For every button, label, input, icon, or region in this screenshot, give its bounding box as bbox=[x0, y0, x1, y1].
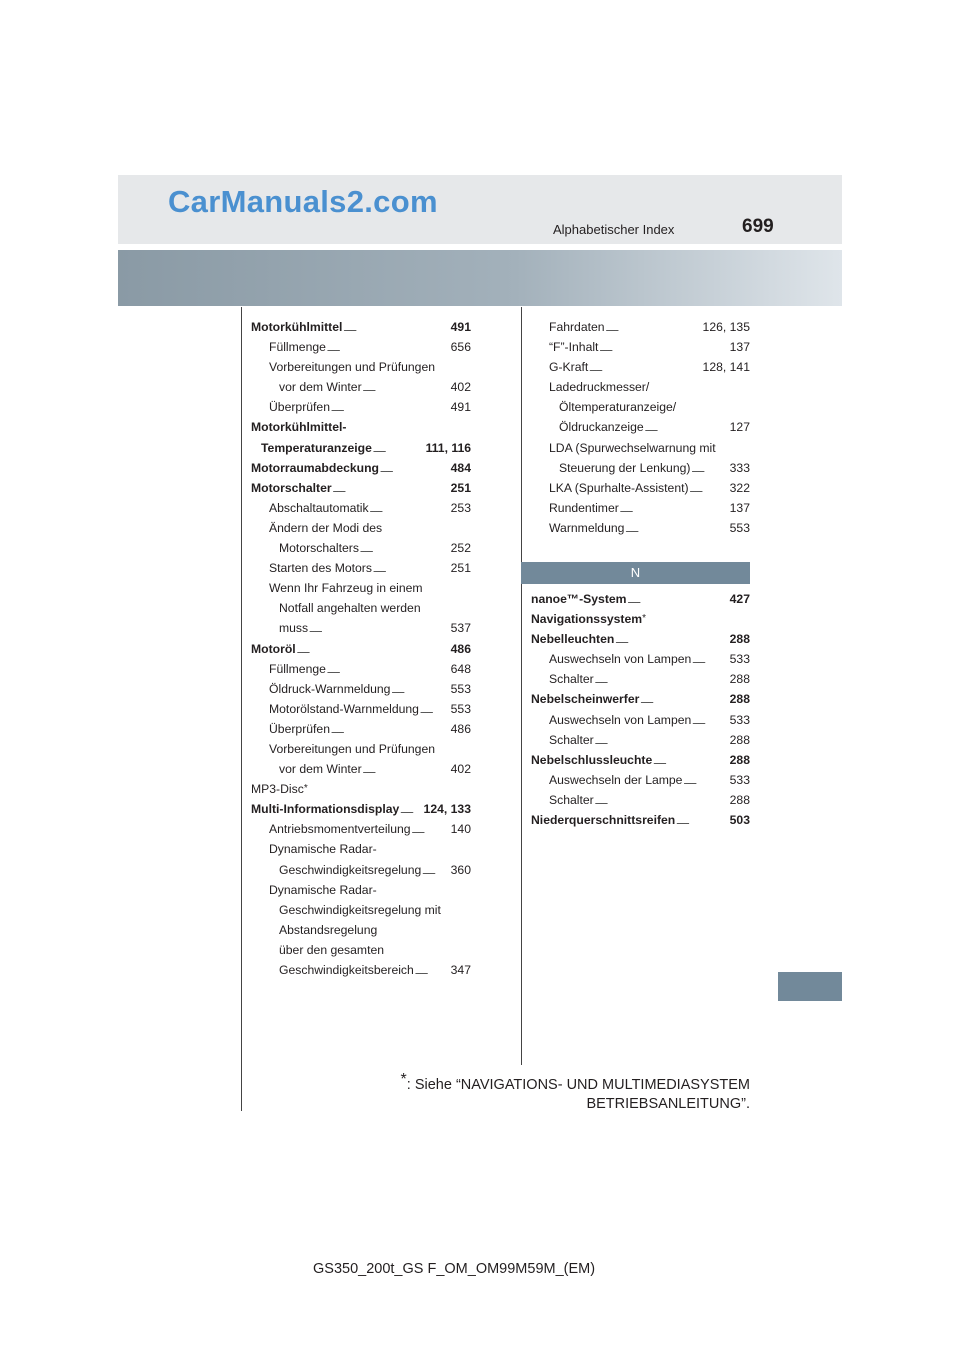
index-entry-term: vor dem Winter bbox=[279, 380, 362, 395]
index-entry bbox=[251, 578, 471, 598]
index-entry-term: Schalter bbox=[549, 732, 594, 747]
index-entry-page: 537 bbox=[450, 621, 471, 636]
index-entry-page: 322 bbox=[729, 480, 750, 495]
index-column-left bbox=[251, 317, 471, 980]
index-entry-page: 648 bbox=[450, 661, 471, 676]
index-entry-page: 288 bbox=[729, 792, 750, 807]
index-entry-term: Öltemperaturanzeige/ bbox=[559, 400, 677, 415]
index-entry-page: 333 bbox=[729, 460, 750, 475]
index-entry-page: 553 bbox=[729, 520, 750, 535]
document-code: GS350_200t_GS F_OM_OM99M59M_(EM) bbox=[313, 1261, 596, 1277]
index-entry-term: Auswechseln von Lampen bbox=[549, 652, 692, 667]
index-entry-term: Fahrdaten bbox=[549, 320, 605, 334]
index-entry bbox=[531, 589, 750, 609]
index-entry-term: Ändern der Modi des bbox=[269, 520, 383, 535]
index-entry-page: 533 bbox=[729, 652, 750, 667]
index-entry bbox=[251, 558, 471, 578]
index-entry-page: 553 bbox=[450, 681, 471, 696]
index-entry-page: 360 bbox=[450, 862, 471, 877]
index-entry-page: 533 bbox=[729, 712, 750, 727]
index-entry-term: Füllmenge bbox=[269, 661, 326, 676]
index-entry bbox=[531, 689, 750, 709]
section-title: Alphabetischer Index bbox=[553, 222, 675, 237]
index-entry-page: 533 bbox=[729, 772, 750, 787]
index-entry-term: Motorschalters bbox=[279, 541, 359, 556]
index-entry-term: LDA (Spurwechselwarnung mit bbox=[549, 440, 716, 455]
index-entry-page: 288 bbox=[729, 752, 750, 767]
footnote-star: * bbox=[400, 1071, 407, 1088]
header-gradient-band bbox=[118, 250, 842, 306]
leader-dots bbox=[327, 337, 450, 357]
index-entry bbox=[251, 679, 471, 699]
leader-dots bbox=[683, 770, 728, 790]
index-entry-term: Motorölstand-Warnmeldung bbox=[269, 701, 419, 716]
leader-dots bbox=[620, 498, 729, 518]
leader-dots bbox=[415, 960, 450, 980]
index-entry bbox=[531, 629, 750, 649]
index-entry-page: 402 bbox=[450, 762, 471, 777]
footnote-line-1: *: Siehe “NAVIGATIONS- UND MULTIMEDIASYSTEM bbox=[400, 1071, 750, 1093]
leader-dots bbox=[363, 759, 450, 779]
index-entry-term: Antriebsmomentverteilung bbox=[269, 822, 411, 837]
index-entry-term: Öldruckanzeige bbox=[559, 420, 644, 435]
index-entry-term: Schalter bbox=[549, 792, 594, 807]
footnote-line-2: BETRIEBSANLEITUNG”. bbox=[586, 1096, 750, 1112]
index-entry-page: 252 bbox=[450, 541, 471, 556]
index-entry bbox=[251, 478, 471, 498]
index-entry-page: 140 bbox=[450, 822, 471, 837]
leader-dots bbox=[360, 538, 450, 558]
index-entry bbox=[251, 839, 471, 859]
index-entry-page: 288 bbox=[729, 692, 750, 707]
index-entry bbox=[531, 710, 750, 730]
index-entry-page: 656 bbox=[450, 340, 471, 355]
leader-dots bbox=[331, 397, 450, 417]
index-entry-term: muss bbox=[279, 621, 309, 636]
leader-dots bbox=[391, 679, 449, 699]
index-entry-page: 128, 141 bbox=[702, 360, 750, 375]
index-entry-page: 347 bbox=[450, 963, 471, 977]
index-entry-page: 251 bbox=[450, 480, 471, 495]
leader-dots bbox=[692, 649, 728, 669]
index-entry-page: 127 bbox=[729, 420, 750, 435]
index-entry-term: Auswechseln der Lampe bbox=[549, 772, 683, 787]
middle-column-rule bbox=[521, 307, 522, 1065]
index-entry-term: vor dem Winter bbox=[279, 762, 362, 777]
index-entry-term: Vorbereitungen und Prüfungen bbox=[269, 360, 436, 375]
leader-dots bbox=[373, 558, 450, 578]
index-entry-term: Vorbereitungen und Prüfungen bbox=[269, 741, 436, 756]
index-entry-page: 253 bbox=[450, 500, 471, 515]
leader-dots bbox=[327, 659, 450, 679]
index-entry-page: 126, 135 bbox=[702, 320, 750, 334]
index-entry-page: 427 bbox=[729, 592, 750, 606]
leader-dots bbox=[589, 357, 701, 377]
leader-dots bbox=[297, 639, 450, 659]
index-entry-term: Motorkühlmittel bbox=[251, 320, 343, 334]
index-entry-term: Geschwindigkeitsbereich bbox=[279, 963, 414, 977]
index-entry-term: Geschwindigkeitsregelung mit bbox=[279, 902, 441, 917]
index-entry bbox=[531, 498, 750, 518]
index-entry bbox=[251, 699, 471, 719]
index-entry bbox=[531, 750, 750, 770]
index-entry-term: Ladedruckmesser/ bbox=[549, 380, 650, 395]
index-entry-term: MP3-Disc bbox=[251, 782, 304, 797]
leader-dots bbox=[653, 750, 728, 770]
index-entry-term: Überprüfen bbox=[269, 721, 330, 736]
leader-dots bbox=[331, 719, 450, 739]
index-entry-term: Nebelschlussleuchte bbox=[531, 752, 653, 767]
index-entry-term: über den gesamten bbox=[279, 942, 385, 957]
leader-dots bbox=[691, 458, 728, 478]
index-entry-page: 491 bbox=[450, 400, 471, 415]
index-entry-term: Multi-Informationsdisplay bbox=[251, 802, 400, 817]
index-entry bbox=[531, 377, 750, 397]
index-entry-page: 484 bbox=[450, 460, 471, 475]
index-entry bbox=[531, 770, 750, 790]
index-entry-page: 137 bbox=[729, 500, 750, 515]
index-entry bbox=[251, 659, 471, 679]
leader-dots bbox=[595, 790, 729, 810]
index-entry-term: Dynamische Radar- bbox=[269, 882, 377, 897]
index-entry bbox=[531, 730, 750, 750]
leader-dots bbox=[370, 498, 450, 518]
index-entry-page: 503 bbox=[729, 813, 750, 828]
index-entry bbox=[251, 819, 471, 839]
index-entry-footnote-star: * bbox=[303, 783, 308, 795]
index-entry-term: Geschwindigkeitsregelung bbox=[279, 862, 422, 877]
index-entry-term: Nebelleuchten bbox=[531, 632, 615, 647]
leader-dots bbox=[690, 478, 729, 498]
index-entry-term: Warnmeldung bbox=[549, 520, 625, 535]
index-entry-term: G-Kraft bbox=[549, 360, 589, 375]
leader-dots bbox=[606, 317, 702, 337]
index-entry-term: “F”-Inhalt bbox=[549, 340, 599, 355]
index-entry bbox=[251, 880, 471, 900]
index-entry-page: 288 bbox=[729, 732, 750, 747]
index-entry-page: 402 bbox=[450, 380, 471, 395]
index-entry bbox=[531, 609, 750, 629]
index-entry bbox=[251, 920, 471, 940]
leader-dots bbox=[645, 417, 729, 437]
section-letter-band: N bbox=[521, 562, 750, 584]
index-entry-term: Abstandsregelung bbox=[279, 922, 378, 937]
index-entry-term: Schalter bbox=[549, 672, 594, 687]
leader-dots bbox=[595, 669, 729, 689]
index-entry-term: Wenn Ihr Fahrzeug in einem bbox=[269, 581, 423, 596]
leader-dots bbox=[625, 518, 728, 538]
index-entry bbox=[531, 317, 750, 337]
index-entry-term: Motorkühlmittel- bbox=[251, 420, 347, 435]
index-entry bbox=[251, 438, 471, 458]
index-entry-term: Nebelscheinwerfer bbox=[531, 692, 640, 707]
index-entry-term: Überprüfen bbox=[269, 400, 330, 415]
leader-dots bbox=[676, 810, 728, 830]
index-entry bbox=[251, 397, 471, 417]
index-entry bbox=[251, 860, 471, 880]
index-entry bbox=[251, 759, 471, 779]
index-entry bbox=[531, 417, 750, 437]
watermark-logo: CarManuals2.com bbox=[168, 184, 438, 219]
index-entry-term: Auswechseln von Lampen bbox=[549, 712, 692, 727]
index-entry bbox=[251, 940, 471, 960]
index-entry bbox=[251, 357, 471, 377]
index-entry bbox=[251, 458, 471, 478]
index-entry bbox=[251, 799, 471, 819]
leader-dots bbox=[640, 689, 728, 709]
leader-dots bbox=[343, 317, 449, 337]
leader-dots bbox=[400, 799, 422, 819]
index-entry-term: Motoröl bbox=[251, 641, 296, 656]
index-entry bbox=[531, 669, 750, 689]
index-entry-term: Notfall angehalten werden bbox=[279, 601, 421, 616]
index-entry-page: 486 bbox=[450, 641, 471, 656]
page-number: 699 bbox=[742, 216, 774, 237]
index-entry-term: Starten des Motors bbox=[269, 561, 372, 576]
index-entry-term: Abschaltautomatik bbox=[269, 500, 369, 515]
index-entry bbox=[251, 498, 471, 518]
leader-dots bbox=[412, 819, 450, 839]
index-entry bbox=[531, 478, 750, 498]
leader-dots bbox=[373, 438, 425, 458]
index-entry-term: Motorschalter bbox=[251, 480, 332, 495]
leader-dots bbox=[692, 710, 728, 730]
index-entry-page: 137 bbox=[729, 340, 750, 355]
index-entry-page: 491 bbox=[450, 320, 471, 334]
index-entry-term: Temperaturanzeige bbox=[261, 440, 372, 455]
index-column-right-top bbox=[531, 317, 750, 538]
footnote bbox=[370, 1070, 750, 1114]
index-entry bbox=[251, 417, 471, 437]
index-entry bbox=[531, 458, 750, 478]
index-entry bbox=[531, 518, 750, 538]
index-entry bbox=[251, 960, 471, 980]
index-entry bbox=[251, 739, 471, 759]
leader-dots bbox=[595, 730, 729, 750]
index-entry bbox=[251, 538, 471, 558]
index-entry bbox=[251, 618, 471, 638]
index-entry bbox=[251, 598, 471, 618]
leader-dots bbox=[380, 458, 450, 478]
index-entry-term: Öldruck-Warnmeldung bbox=[269, 681, 391, 696]
index-entry-page: 251 bbox=[450, 561, 471, 576]
index-entry-term: Navigationssystem bbox=[531, 612, 643, 627]
index-entry bbox=[531, 649, 750, 669]
index-entry-page: 124, 133 bbox=[423, 802, 471, 817]
index-entry-term: Füllmenge bbox=[269, 340, 326, 355]
index-entry-term: LKA (Spurhalte-Assistent) bbox=[549, 480, 689, 495]
index-entry bbox=[531, 357, 750, 377]
index-entry-term: Steuerung der Lenkung) bbox=[559, 460, 691, 475]
index-entry bbox=[251, 377, 471, 397]
index-entry bbox=[251, 779, 471, 799]
index-column-right-n bbox=[531, 589, 750, 830]
index-entry bbox=[251, 900, 471, 920]
index-entry-term: Motorraumabdeckung bbox=[251, 460, 379, 475]
index-entry-term: nanoe™-System bbox=[531, 592, 627, 606]
index-entry bbox=[531, 337, 750, 357]
leader-dots bbox=[420, 699, 450, 719]
index-entry-page: 288 bbox=[729, 672, 750, 687]
index-entry bbox=[531, 810, 750, 830]
index-entry-term: Rundentimer bbox=[549, 500, 619, 515]
index-entry bbox=[531, 790, 750, 810]
index-entry-page: 288 bbox=[729, 632, 750, 647]
index-entry bbox=[251, 317, 471, 337]
leader-dots bbox=[599, 337, 728, 357]
index-entry bbox=[251, 719, 471, 739]
leader-dots bbox=[309, 618, 450, 638]
leader-dots bbox=[333, 478, 450, 498]
leader-dots bbox=[628, 589, 729, 609]
left-column-rule bbox=[241, 307, 242, 1111]
index-thumb-tab bbox=[778, 972, 842, 1001]
index-entry-term: Dynamische Radar- bbox=[269, 842, 377, 857]
index-entry bbox=[531, 438, 750, 458]
index-entry bbox=[531, 397, 750, 417]
index-entry-page: 111, 116 bbox=[425, 440, 471, 455]
index-entry-page: 486 bbox=[450, 721, 471, 736]
index-entry bbox=[251, 518, 471, 538]
leader-dots bbox=[615, 629, 728, 649]
index-entry-page: 553 bbox=[450, 701, 471, 716]
index-entry bbox=[251, 337, 471, 357]
leader-dots bbox=[363, 377, 450, 397]
index-entry-term: Niederquerschnittsreifen bbox=[531, 813, 676, 828]
index-entry bbox=[251, 639, 471, 659]
index-entry-footnote-star: * bbox=[642, 613, 646, 625]
leader-dots bbox=[422, 860, 449, 880]
